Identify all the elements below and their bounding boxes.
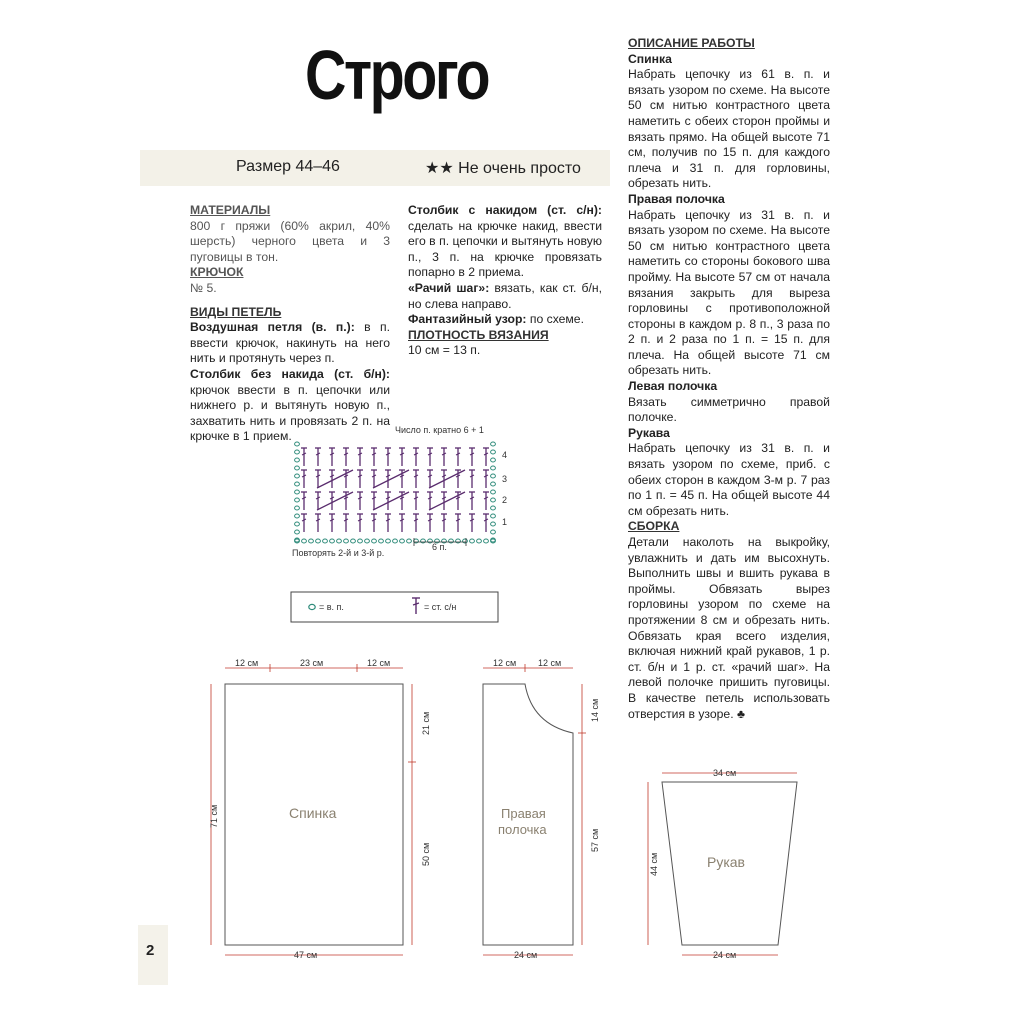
back-piece-label: Спинка xyxy=(289,805,337,821)
back-top-left: 12 см xyxy=(235,658,259,668)
chart-chain-base xyxy=(316,539,321,543)
gauge-heading: ПЛОТНОСТЬ ВЯЗАНИЯ xyxy=(408,327,549,342)
chart-chain-right xyxy=(491,498,496,502)
chart-multiple-label: Число п. кратно 6 + 1 xyxy=(395,425,484,435)
front-piece-label-1: Правая xyxy=(501,806,546,821)
back-armhole: 21 см xyxy=(421,711,431,735)
description-heading: ОПИСАНИЕ РАБОТЫ xyxy=(628,36,755,50)
chart-chain-base xyxy=(449,539,454,543)
chart-cross-stitch xyxy=(429,470,465,488)
sleeve-text: Набрать цепочку из 31 в. п. и вязать узором по схеме, приб. с обеих сторон в каждом 3-м р. 7 раз по 1 п. = 45 п. На общей высоте 44 см обрезать нить. xyxy=(628,441,830,518)
chart-chain-base xyxy=(463,539,468,543)
chart-chain-base xyxy=(477,539,482,543)
sc-text: крючок ввести в п. цепочки или нижнего р. и вытянуть новую п., захватить нить и провязать 2 п. на крючке в 1 прием. xyxy=(190,382,390,444)
front-piece-label-2: полочка xyxy=(498,822,547,837)
stitch-chart xyxy=(292,425,507,558)
row-label-1: 1 xyxy=(502,517,508,527)
chart-cross-stitch xyxy=(373,492,409,510)
chart-chain-base xyxy=(379,539,384,543)
chart-chain-left xyxy=(295,466,300,470)
chart-chain-base xyxy=(309,539,314,543)
chart-chain-right xyxy=(491,482,496,486)
sleeve-piece-label: Рукав xyxy=(707,854,745,870)
chart-chain-base xyxy=(358,539,363,543)
chart-chain-right xyxy=(491,442,496,446)
front-to-neck: 57 см xyxy=(590,828,600,852)
repeat-width-label: 6 п. xyxy=(432,542,447,552)
crab-term: «Рачий шаг»: xyxy=(408,280,490,295)
back-to-armhole: 50 см xyxy=(421,842,431,866)
chart-chain-left xyxy=(295,522,300,526)
back-height: 71 см xyxy=(209,804,219,828)
chart-chain-base xyxy=(302,539,307,543)
size-label: Размер 44–46 xyxy=(236,158,340,175)
legend-chain-label: = в. п. xyxy=(319,602,344,612)
chart-chain-left xyxy=(295,450,300,454)
chart-cross-stitch xyxy=(429,492,465,510)
crab-text: вязать, как ст. б/н, но слева направо. xyxy=(408,280,602,311)
chart-cross-stitch xyxy=(317,492,353,510)
assembly-text: Детали наколоть на выкройку, увлажнить и дать им высохнуть. Выполнить швы и вшить рукава в проймы. Обвязать вырез горловины узором по схеме на протяжении 8 см и обрезать нить. Обвязать края всего изделия, включая нижний край рукавов, 1 р. ст. б/н и 1 р. ст. «рачий шаг». На левой полочке пришить пуговицы. В качестве петель использовать отверстия в узоре. ♣ xyxy=(628,535,830,721)
chart-marks xyxy=(295,442,496,543)
chart-chain-right xyxy=(491,474,496,478)
chart-chain-base xyxy=(330,539,335,543)
page-number: 2 xyxy=(146,942,155,959)
hook-value: № 5. xyxy=(190,280,217,295)
chart-chain-base xyxy=(456,539,461,543)
chart-chain-base xyxy=(337,539,342,543)
chart-chain-right xyxy=(491,466,496,470)
front-neck: 14 см xyxy=(590,698,600,722)
chart-chain-base xyxy=(421,539,426,543)
dc-term: Столбик с накидом (ст. с/н): xyxy=(408,203,602,217)
chart-chain-base xyxy=(484,539,489,543)
left-front-heading: Левая полочка xyxy=(628,379,718,394)
sleeve-heading: Рукава xyxy=(628,425,670,440)
back-top-mid: 23 см xyxy=(300,658,324,668)
chart-chain-right xyxy=(491,506,496,510)
chart-chain-right xyxy=(491,514,496,518)
sc-term: Столбик без накида (ст. б/н): xyxy=(190,366,390,381)
chart-chain-base xyxy=(393,539,398,543)
materials-text: 800 г пряжи (60% акрил, 40% шерсть) черного цвета и 3 пуговицы в тон. xyxy=(190,218,390,264)
back-bottom: 47 см xyxy=(294,950,318,960)
chart-chain-left xyxy=(295,506,300,510)
chart-chain-right xyxy=(491,450,496,454)
row-label-2: 2 xyxy=(502,495,508,505)
chain-symbol-icon xyxy=(309,604,315,609)
front-labels xyxy=(493,658,600,960)
fancy-term: Фантазийный узор: xyxy=(408,312,527,327)
back-heading: Спинка xyxy=(628,51,672,66)
materials-heading: МАТЕРИАЛЫ xyxy=(190,203,271,217)
chart-chain-left xyxy=(295,482,300,486)
chart-chain-right xyxy=(491,458,496,462)
gauge-text: 10 см = 13 п. xyxy=(408,343,481,358)
chart-chain-left xyxy=(295,442,300,446)
back-labels xyxy=(209,658,431,960)
front-top-left: 12 см xyxy=(493,658,517,668)
difficulty-label: ★★ Не очень просто xyxy=(425,160,581,177)
sleeve-height: 44 см xyxy=(649,852,659,876)
chart-chain-base xyxy=(344,539,349,543)
chart-cross-stitch xyxy=(317,470,353,488)
chart-chain-base xyxy=(386,539,391,543)
right-front-text: Набрать цепочку из 31 в. п. и вязать узором по схеме. На высоте 50 см нитью контрастного цвета наметить со стороны бокового шва пройму. На высоте 57 см от начала вязания закрыть для выреза горловины с противоположной стороны в каждом р. 8 п., 3 раза по 2 п. и 2 раза по 1 п. = 15 п. для плеча. На общей высоте 71 см обрезать нить. xyxy=(628,207,830,378)
right-front-heading: Правая полочка xyxy=(628,191,725,206)
repeat-rows-label: Повторять 2-й и 3-й р. xyxy=(292,548,385,558)
chart-chain-left xyxy=(295,498,300,502)
stitches-heading: ВИДЫ ПЕТЕЛЬ xyxy=(190,304,282,319)
chart-chain-base xyxy=(351,539,356,543)
sleeve-bottom: 24 см xyxy=(713,950,737,960)
page-title: Строго xyxy=(305,36,489,114)
chart-chain-right xyxy=(491,522,496,526)
chart-chain-left xyxy=(295,530,300,534)
front-bottom: 24 см xyxy=(514,950,538,960)
chain-term: Воздушная петля (в. п.): xyxy=(190,320,355,335)
chart-chain-base xyxy=(372,539,377,543)
chart-chain-base xyxy=(470,539,475,543)
row-label-3: 3 xyxy=(502,474,508,484)
chart-chain-left xyxy=(295,490,300,494)
chart-chain-left xyxy=(295,474,300,478)
front-top-right: 12 см xyxy=(538,658,562,668)
chart-chain-base xyxy=(365,539,370,543)
chart-chain-right xyxy=(491,530,496,534)
chart-chain-left xyxy=(295,458,300,462)
chart-cross-stitch xyxy=(373,470,409,488)
legend-dc-label: = ст. с/н xyxy=(424,602,457,612)
dc-text: сделать на крючке накид, ввести его в п. цепочки и вытянуть новую п., 3 п. на крючке провязать попарно в 2 приема. xyxy=(408,218,602,280)
assembly-heading: СБОРКА xyxy=(628,519,680,534)
back-top-right: 12 см xyxy=(367,658,391,668)
left-front-text: Вязать симметрично правой полочке. xyxy=(628,394,830,425)
chart-chain-base xyxy=(407,539,412,543)
chart-chain-base xyxy=(323,539,328,543)
chain-text: в п. ввести крючок, накинуть на него нить и протянуть через п. xyxy=(190,320,390,366)
hook-heading: КРЮЧОК xyxy=(190,265,244,280)
chart-chain-base xyxy=(400,539,405,543)
chart-chain-right xyxy=(491,490,496,494)
sleeve-top: 34 см xyxy=(713,768,737,778)
row-label-4: 4 xyxy=(502,450,508,460)
chart-legend xyxy=(291,592,498,622)
back-text: Набрать цепочку из 61 в. п. и вязать узором по схеме. На высоте 50 см нитью контрастного цвета наметить с обеих сторон проймы и вязать прямо. На общей высоте 71 см, получив по 15 п. для каждого плеча и 31 п. для горловины, обрезать нить. xyxy=(628,67,830,191)
chart-chain-left xyxy=(295,514,300,518)
fancy-text: по схеме. xyxy=(526,312,584,327)
